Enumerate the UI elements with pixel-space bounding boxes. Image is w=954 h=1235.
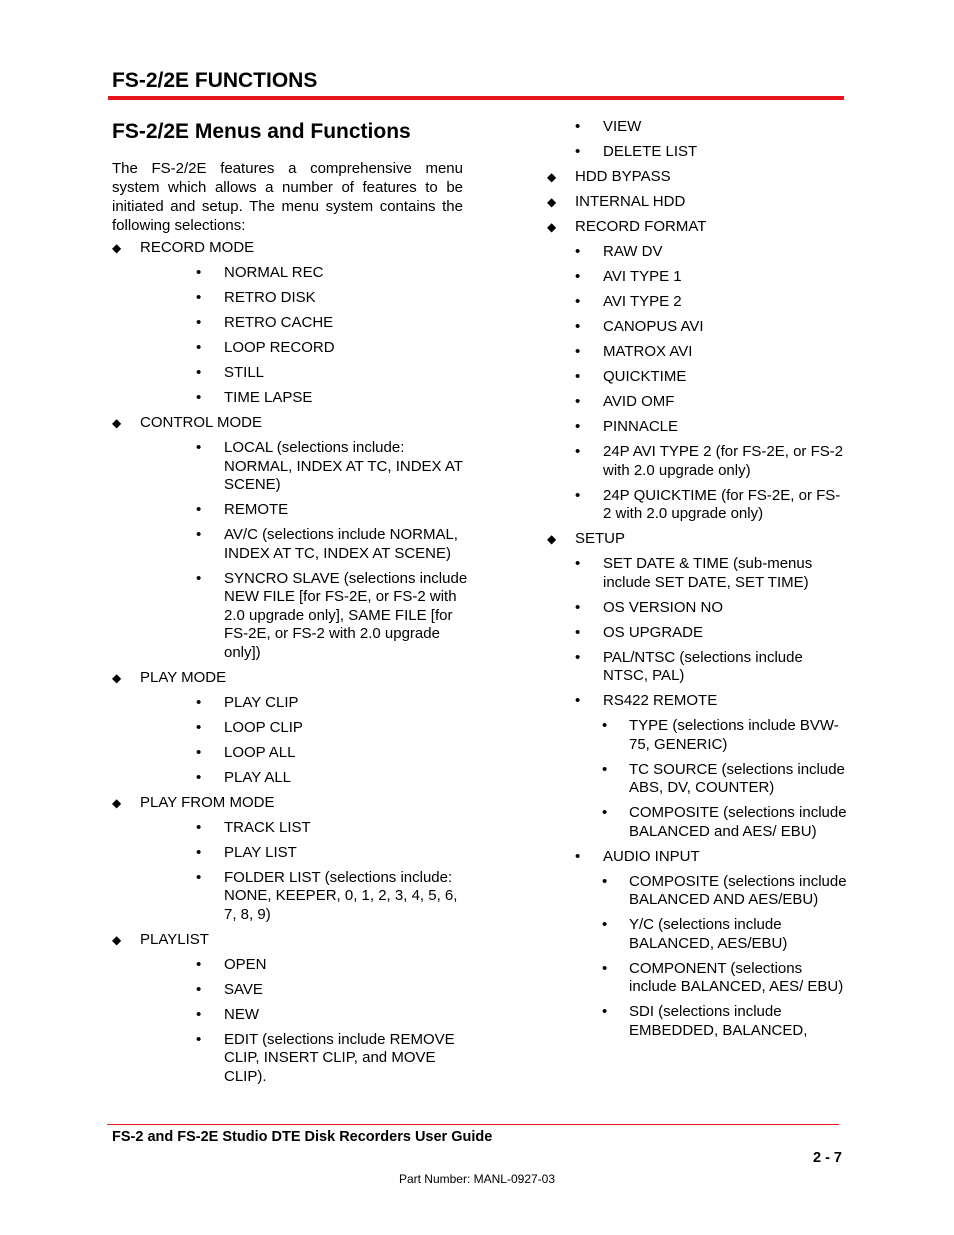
submenu-item	[112, 364, 472, 389]
right-menu-list	[547, 118, 847, 1047]
bullet-icon: •	[575, 486, 581, 504]
item-text: COMPONENT (selections include BALANCED, AES/ EBU)	[629, 959, 844, 995]
bullet-icon: •	[196, 314, 202, 331]
bullet-icon: •	[196, 718, 202, 736]
submenu-item	[547, 555, 847, 599]
item-text: AUDIO INPUT	[603, 847, 700, 865]
diamond-bullet-icon: ◆	[547, 220, 557, 234]
diamond-bullet-icon: ◆	[112, 932, 122, 947]
submenu-item	[547, 487, 847, 531]
bullet-icon: •	[196, 439, 202, 456]
item-text: OS VERSION NO	[603, 598, 724, 616]
submenu-item	[112, 719, 472, 744]
item-text: OPEN	[224, 955, 267, 973]
bullet-icon: •	[196, 501, 202, 518]
submenu-item	[112, 1006, 472, 1031]
bullet-icon: •	[575, 598, 581, 616]
bullet-icon: •	[196, 743, 202, 761]
bullet-icon: •	[196, 569, 202, 587]
menu-item	[547, 530, 847, 555]
bullet-icon: •	[602, 916, 608, 933]
item-text: RECORD MODE	[140, 239, 255, 256]
submenu-item	[112, 769, 472, 794]
bullet-icon: •	[575, 555, 581, 572]
submenu-item	[112, 339, 472, 364]
submenu-item	[547, 443, 847, 487]
bullet-icon: •	[602, 760, 608, 778]
item-text: VIEW	[603, 118, 642, 135]
submenu-item	[547, 318, 847, 343]
bullet-icon: •	[575, 243, 581, 260]
submenu-item	[112, 439, 472, 501]
bullet-icon: •	[575, 847, 581, 865]
submenu-item	[112, 744, 472, 769]
submenu-item	[112, 389, 472, 414]
item-text: PAL/NTSC (selections include NTSC, PAL)	[603, 648, 803, 684]
bullet-icon: •	[196, 768, 202, 786]
bullet-icon: •	[196, 389, 202, 406]
bullet-icon: •	[575, 368, 581, 385]
item-text: CONTROL MODE	[140, 414, 262, 431]
submenu-item	[112, 694, 472, 719]
item-text: LOOP ALL	[224, 743, 296, 761]
submenu-item	[547, 848, 847, 873]
header-rule	[108, 96, 844, 100]
bullet-icon: •	[575, 293, 581, 310]
item-text: PLAYLIST	[140, 930, 209, 948]
submenu-item	[547, 916, 847, 960]
item-text: PLAY LIST	[224, 843, 297, 861]
submenu-item	[112, 869, 472, 931]
item-text: CANOPUS AVI	[603, 318, 704, 335]
item-text: TIME LAPSE	[224, 389, 313, 406]
bullet-icon: •	[196, 339, 202, 356]
menu-item	[547, 168, 847, 193]
bullet-icon: •	[196, 693, 202, 711]
item-text: AVI TYPE 1	[603, 268, 682, 285]
submenu-item	[547, 692, 847, 717]
item-text: RECORD FORMAT	[575, 218, 707, 235]
item-text: RETRO CACHE	[224, 314, 334, 331]
submenu-item	[547, 243, 847, 268]
submenu-item	[112, 501, 472, 526]
item-text: REMOTE	[224, 501, 289, 518]
submenu-item	[547, 599, 847, 624]
diamond-bullet-icon: ◆	[112, 416, 122, 430]
section-heading: FS-2/2E Menus and Functions	[112, 120, 411, 143]
bullet-icon: •	[575, 418, 581, 435]
item-text: COMPOSITE (selections include BALANCED and AES/ EBU)	[629, 804, 847, 840]
bullet-icon: •	[602, 959, 608, 977]
bullet-icon: •	[196, 364, 202, 381]
submenu-item	[547, 268, 847, 293]
item-text: AVID OMF	[603, 393, 675, 410]
bullet-icon: •	[602, 1003, 608, 1020]
item-text: Y/C (selections include BALANCED, AES/EBU)	[629, 916, 788, 952]
item-text: HDD BYPASS	[575, 168, 671, 185]
item-text: SYNCRO SLAVE (selections include NEW FILE [for FS-2E, or FS-2 with 2.0 upgrade only], SAME FILE [for FS-2E, or FS-2 with 2.0 upgrade only])	[224, 569, 468, 661]
page-number: 2 - 7	[812, 1150, 842, 1166]
menu-item	[112, 794, 472, 819]
item-text: TRACK LIST	[224, 818, 311, 836]
section-header: FS-2/2E FUNCTIONS	[112, 69, 318, 92]
menu-item	[547, 193, 847, 218]
item-text: OS UPGRADE	[603, 623, 704, 641]
menu-item	[547, 218, 847, 243]
bullet-icon: •	[575, 343, 581, 360]
bullet-icon: •	[196, 843, 202, 861]
diamond-bullet-icon: ◆	[112, 241, 122, 255]
footer-rule	[107, 1124, 839, 1125]
submenu-item	[112, 314, 472, 339]
bullet-icon: •	[196, 868, 202, 886]
menu-item	[112, 669, 472, 694]
intro-paragraph: The FS-2/2E features a comprehensive menu system which allows a number of features to be initiated and setup. The menu system contains the following selections:	[112, 160, 463, 234]
submenu-item	[547, 143, 847, 168]
bullet-icon: •	[196, 289, 202, 306]
item-text: FOLDER LIST (selections include: NONE, KEEPER, 0, 1, 2, 3, 4, 5, 6, 7, 8, 9)	[224, 868, 458, 923]
diamond-bullet-icon: ◆	[547, 532, 557, 546]
menu-item	[112, 414, 472, 439]
bullet-icon: •	[196, 1005, 202, 1023]
left-menu-list	[112, 239, 472, 1093]
item-text: RS422 REMOTE	[603, 692, 718, 709]
item-text: SDI (selections include EMBEDDED, BALANCED,	[629, 1003, 808, 1039]
submenu-item	[112, 819, 472, 844]
item-text: EDIT (selections include REMOVE CLIP, INSERT CLIP, and MOVE CLIP).	[224, 1030, 455, 1085]
item-text: TC SOURCE (selections include ABS, DV, COUNTER)	[629, 760, 845, 796]
bullet-icon: •	[602, 804, 608, 821]
item-text: PLAY FROM MODE	[140, 793, 275, 811]
submenu-item	[112, 956, 472, 981]
item-text: QUICKTIME	[603, 368, 687, 385]
submenu-item	[547, 343, 847, 368]
item-text: NEW	[224, 1005, 259, 1023]
item-text: MATROX AVI	[603, 343, 693, 360]
item-text: TYPE (selections include BVW-75, GENERIC)	[629, 717, 839, 753]
bullet-icon: •	[196, 980, 202, 998]
submenu-item	[547, 1003, 847, 1047]
item-text: DELETE LIST	[603, 143, 698, 160]
bullet-icon: •	[575, 393, 581, 410]
submenu-item	[112, 844, 472, 869]
bullet-icon: •	[196, 955, 202, 973]
submenu-item	[547, 118, 847, 143]
bullet-icon: •	[575, 692, 581, 709]
submenu-item	[547, 873, 847, 917]
item-text: PLAY MODE	[140, 668, 227, 686]
submenu-item	[547, 761, 847, 805]
submenu-item	[547, 624, 847, 649]
bullet-icon: •	[196, 818, 202, 836]
right-column	[547, 118, 847, 1047]
submenu-item	[112, 264, 472, 289]
bullet-icon: •	[602, 717, 608, 734]
item-text: INTERNAL HDD	[575, 193, 686, 210]
diamond-bullet-icon: ◆	[547, 170, 557, 184]
item-text: PINNACLE	[603, 418, 679, 435]
item-text: NORMAL REC	[224, 264, 324, 281]
item-text: 24P AVI TYPE 2 (for FS-2E, or FS-2 with 2.0 upgrade only)	[603, 443, 844, 479]
submenu-item	[547, 649, 847, 693]
item-text: 24P QUICKTIME (for FS-2E, or FS-2 with 2.0 upgrade only)	[603, 486, 841, 522]
item-text: PLAY ALL	[224, 768, 292, 786]
submenu-item	[547, 368, 847, 393]
bullet-icon: •	[196, 264, 202, 281]
item-text: SAVE	[224, 980, 263, 998]
item-text: LOOP RECORD	[224, 339, 335, 356]
bullet-icon: •	[575, 318, 581, 335]
bullet-icon: •	[196, 526, 202, 543]
submenu-item	[112, 526, 472, 570]
item-text: RETRO DISK	[224, 289, 316, 306]
submenu-item	[112, 1031, 472, 1093]
diamond-bullet-icon: ◆	[112, 795, 122, 810]
submenu-item	[547, 418, 847, 443]
diamond-bullet-icon: ◆	[112, 670, 122, 685]
diamond-bullet-icon: ◆	[547, 195, 557, 209]
submenu-item	[112, 981, 472, 1006]
bullet-icon: •	[575, 623, 581, 641]
left-column	[112, 118, 472, 1093]
item-text: LOOP CLIP	[224, 718, 303, 736]
item-text: COMPOSITE (selections include BALANCED AND AES/EBU)	[629, 872, 847, 908]
bullet-icon: •	[575, 648, 581, 666]
submenu-item	[112, 289, 472, 314]
submenu-item	[112, 570, 472, 669]
submenu-item	[547, 960, 847, 1004]
submenu-item	[547, 393, 847, 418]
item-text: AVI TYPE 2	[603, 293, 682, 310]
footer-guide-title: FS-2 and FS-2E Studio DTE Disk Recorders User Guide	[112, 1129, 493, 1145]
bullet-icon: •	[575, 118, 581, 135]
item-text: RAW DV	[603, 243, 663, 260]
bullet-icon: •	[575, 143, 581, 160]
item-text: LOCAL (selections include: NORMAL, INDEX AT TC, INDEX AT SCENE)	[224, 439, 463, 493]
menu-item	[112, 931, 472, 956]
item-text: PLAY CLIP	[224, 693, 299, 711]
item-text: SET DATE & TIME (sub-menus include SET DATE, SET TIME)	[603, 555, 813, 591]
submenu-item	[547, 293, 847, 318]
part-number: Part Number: MANL-0927-03	[398, 1172, 556, 1186]
bullet-icon: •	[196, 1030, 202, 1048]
bullet-icon: •	[575, 443, 581, 460]
bullet-icon: •	[602, 872, 608, 890]
item-text: SETUP	[575, 530, 626, 547]
menu-item	[112, 239, 472, 264]
submenu-item	[547, 717, 847, 761]
submenu-item	[547, 804, 847, 848]
item-text: STILL	[224, 364, 265, 381]
bullet-icon: •	[575, 268, 581, 285]
item-text: AV/C (selections include NORMAL, INDEX AT TC, INDEX AT SCENE)	[224, 526, 458, 562]
